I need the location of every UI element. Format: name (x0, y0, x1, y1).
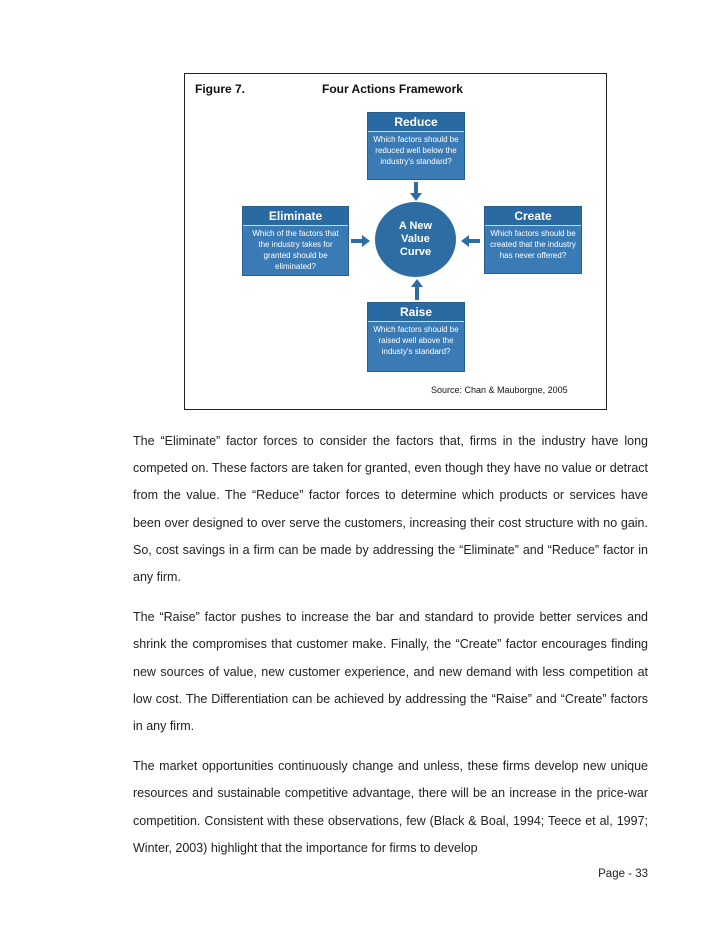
paragraph-3: The market opportunities continuously change and unless, these firms develop new unique resources and sustainable competitive advantage, there will be an increase in the price-war competition. Consistent with these observations, few (Black & Boal, 1994; Teece et al, 1997; Winter, 2003) highlight that the importance for firms to develop (133, 759, 648, 855)
reduce-text: Which factors should be reduced well below the industry's standard? (368, 132, 464, 180)
create-box (484, 206, 582, 274)
arrow-up-icon (410, 279, 424, 301)
arrow-right-icon (351, 234, 371, 248)
eliminate-title: Eliminate (243, 207, 348, 226)
reduce-box (367, 112, 465, 180)
center-line-1: A New (398, 220, 433, 232)
reduce-title: Reduce (368, 113, 464, 132)
create-text: Which factors should be created that the industry has never offered? (485, 226, 581, 274)
figure-number: Figure 7. (195, 82, 246, 96)
paragraph-1: The “Eliminate” factor forces to consider the factors that, firms in the industry have long competed on. These factors are taken for granted, even though they have no value or detract from the value. The “Reduce” factor forces to determine which products or services have been over designed to over serve the customers, increasing their cost structure with no gain. So, cost savings in a firm can be made by addressing the “Eliminate” and “Reduce” factor in any firm. (133, 434, 648, 585)
eliminate-text: Which of the factors that the industry takes for granted should be eliminated? (243, 226, 348, 276)
center-line-2: Value (401, 233, 430, 245)
body-text (133, 428, 648, 875)
raise-text: Which factors should be raised well above the industy's standard? (368, 322, 464, 372)
center-line-3: Curve (399, 246, 432, 258)
page-number: Page - 33 (598, 868, 648, 880)
raise-title: Raise (368, 303, 464, 322)
paragraph-2: The “Raise” factor pushes to increase the bar and standard to provide better services and shrink the compromises that customer make. Finally, the “Create” factor encourages finding new sources of value, new customer experience, and new demand with less competition at low cost. The Differentiation can be achieved by addressing the “Raise” and “Create” factors in any firm. (133, 610, 648, 734)
arrow-left-icon (461, 234, 481, 248)
eliminate-box (242, 206, 349, 276)
new-value-curve-circle (375, 202, 456, 277)
figure-four-actions (184, 73, 607, 410)
arrow-down-icon (409, 182, 423, 202)
create-title: Create (485, 207, 581, 226)
figure-source: Source: Chan & Mauborgne, 2005 (431, 385, 568, 395)
figure-title: Four Actions Framework (322, 82, 463, 96)
raise-box (367, 302, 465, 372)
